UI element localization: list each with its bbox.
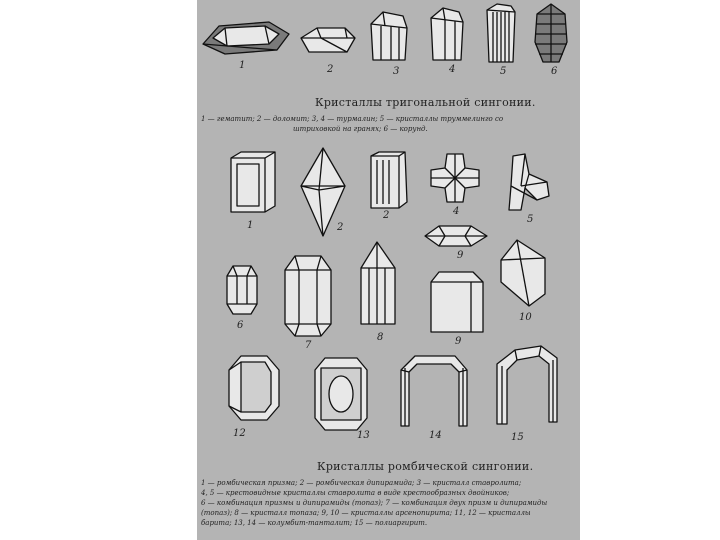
- section1-legend-line-1: 1 — гематит; 2 — доломит; 3, 4 — турмалин; 5 — кристаллы труммелинго со: [201, 115, 504, 123]
- section2-legend-line-1: 1 — ромбическая призма; 2 — ромбическая дипирамида; 3 — кристалл ставролита;: [201, 479, 522, 487]
- label-s2-8: 8: [377, 332, 384, 343]
- label-s2-10: 10: [519, 312, 532, 323]
- crystal-arsenopyrite-10: [497, 238, 549, 308]
- crystal-staurolite-twin-5: [503, 152, 553, 214]
- label-s2-3: 2: [383, 210, 390, 221]
- crystal-tourmaline-4: [425, 6, 465, 64]
- label-s1-5: 5: [500, 66, 507, 77]
- section2-legend-line-4: (топаз); 8 — кристалл топаза; 9, 10 — кристаллы арсенопирита; 11, 12 — кристаллы: [201, 509, 531, 517]
- crystal-polyargyrite-15: [493, 344, 565, 426]
- crystal-tourmaline-3: [367, 8, 409, 64]
- label-s1-6: 6: [551, 66, 558, 77]
- label-s2-13: 13: [357, 430, 370, 441]
- crystal-hematite: [199, 16, 291, 58]
- section2-legend-line-3: 6 — комбинация призмы и дипирамиды (топаз); 7 — комбинация двух призм и дипирамиды: [201, 499, 548, 507]
- crystal-arsenopyrite-9b: [427, 270, 485, 336]
- crystal-columbite-13: [313, 354, 369, 432]
- label-s2-9a: 9: [457, 250, 464, 261]
- crystal-columbite-14: [397, 354, 469, 430]
- crystal-barite-12: [227, 352, 281, 424]
- label-s2-7: 7: [305, 340, 312, 351]
- crystal-plate: [197, 0, 580, 540]
- label-s1-2: 2: [327, 64, 334, 75]
- crystal-staurolite: [367, 150, 409, 210]
- section1-title: Кристаллы тригональной сингонии.: [315, 96, 536, 109]
- crystal-trummelingo: [483, 2, 517, 66]
- label-s2-15: 15: [511, 432, 524, 443]
- crystal-topaz-7: [281, 252, 333, 338]
- section2-legend-line-2: 4, 5 — крестовидные кристаллы ставролита в виде крестообразных двойников;: [201, 489, 510, 497]
- crystal-dolomite: [297, 24, 357, 56]
- section2-title: Кристаллы ромбической сингонии.: [317, 460, 534, 473]
- label-s2-4: 4: [453, 206, 460, 217]
- label-s1-3: 3: [393, 66, 400, 77]
- section1-legend-line-2: штриховкой на гранях; 6 — корунд.: [293, 125, 428, 133]
- crystal-topaz-6: [225, 264, 259, 316]
- crystal-rhombic-prism: [227, 150, 279, 216]
- label-s2-6: 6: [237, 320, 244, 331]
- label-s1-1: 1: [239, 60, 246, 71]
- label-s2-5: 5: [527, 214, 534, 225]
- label-s1-4: 4: [449, 64, 456, 75]
- crystal-topaz-8: [357, 240, 399, 326]
- crystal-corundum: [533, 2, 569, 66]
- label-s2-9b: 9: [455, 336, 462, 347]
- label-s2-2: 2: [337, 222, 344, 233]
- label-s2-1: 1: [247, 220, 254, 231]
- label-s2-14: 14: [429, 430, 442, 441]
- section2-legend-line-5: барита; 13, 14 — колумбит-танталит; 15 — полиаргирит.: [201, 519, 428, 527]
- crystal-arsenopyrite-9: [423, 222, 489, 250]
- crystal-staurolite-twin-4: [429, 152, 481, 204]
- label-s2-12: 12: [233, 428, 246, 439]
